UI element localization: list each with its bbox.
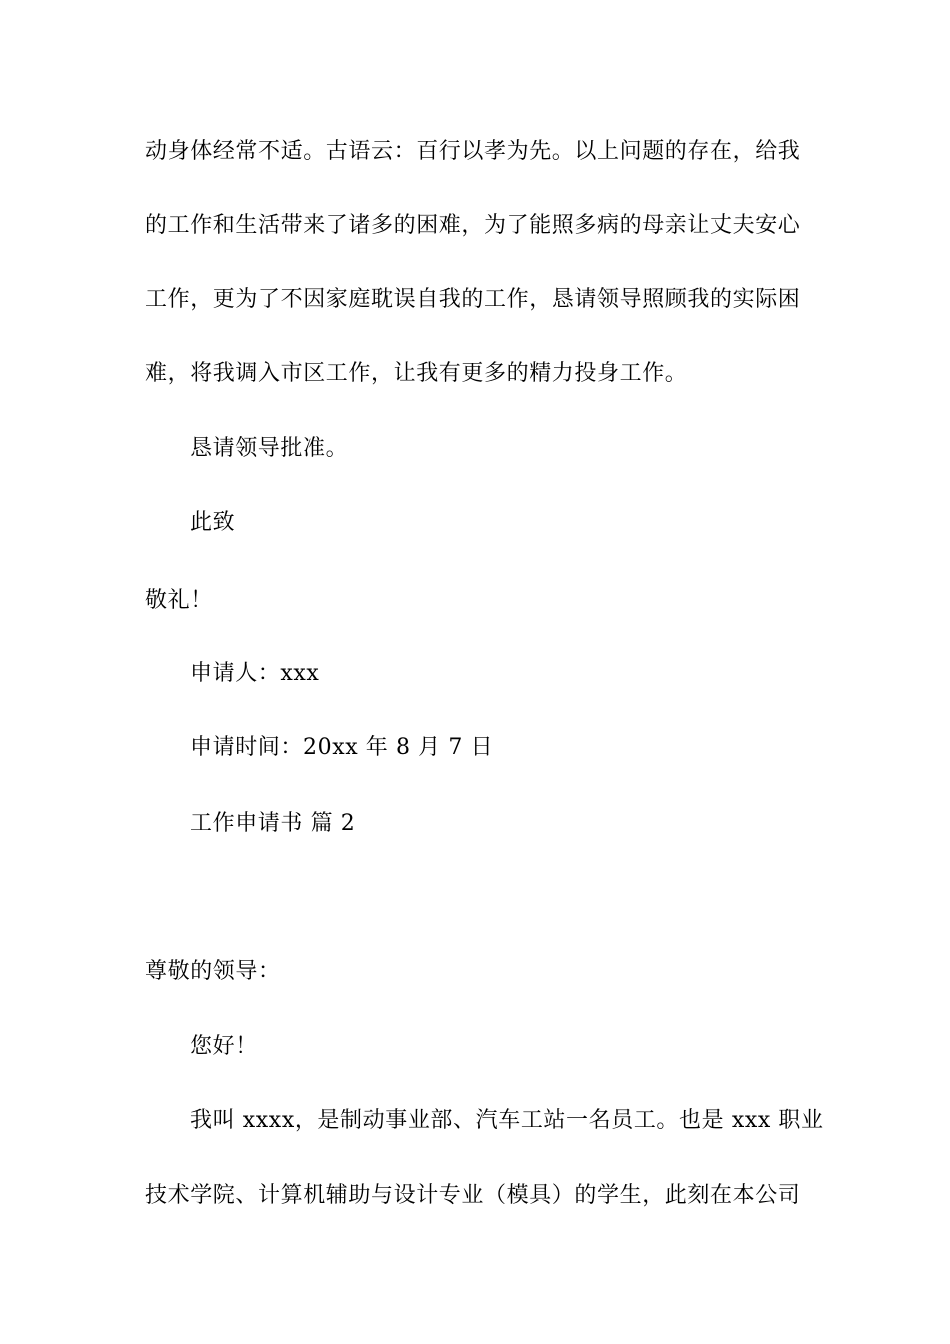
application-date-line: 申请时间：20xx 年 8 月 7 日 (190, 735, 494, 760)
request-approval-line: 恳请领导批准。 (190, 436, 349, 461)
paragraph-line-6: 技术学院、计算机辅助与设计专业（模具）的学生，此刻在本公司 (145, 1183, 801, 1208)
greeting-line: 尊敬的领导： (145, 959, 281, 984)
paragraph-line-1: 动身体经常不适。古语云：百行以孝为先。以上问题的存在，给我 (145, 139, 801, 164)
paragraph-line-4: 难，将我调入市区工作，让我有更多的精力投身工作。 (145, 361, 688, 386)
applicant-line: 申请人：xxx (190, 661, 320, 686)
closing-salutation: 此致 (190, 510, 236, 535)
paragraph-line-2: 的工作和生活带来了诸多的困难，为了能照多病的母亲让丈夫安心 (145, 213, 801, 238)
closing-regards: 敬礼！ (145, 588, 213, 613)
paragraph-line-5: 我叫 xxxx，是制动事业部、汽车工站一名员工。也是 xxx 职业 (190, 1108, 824, 1133)
paragraph-line-3: 工作，更为了不因家庭耽误自我的工作，恳请领导照顾我的实际困 (145, 287, 801, 312)
section-heading: 工作申请书 篇 2 (190, 811, 356, 836)
hello-line: 您好！ (190, 1034, 258, 1059)
